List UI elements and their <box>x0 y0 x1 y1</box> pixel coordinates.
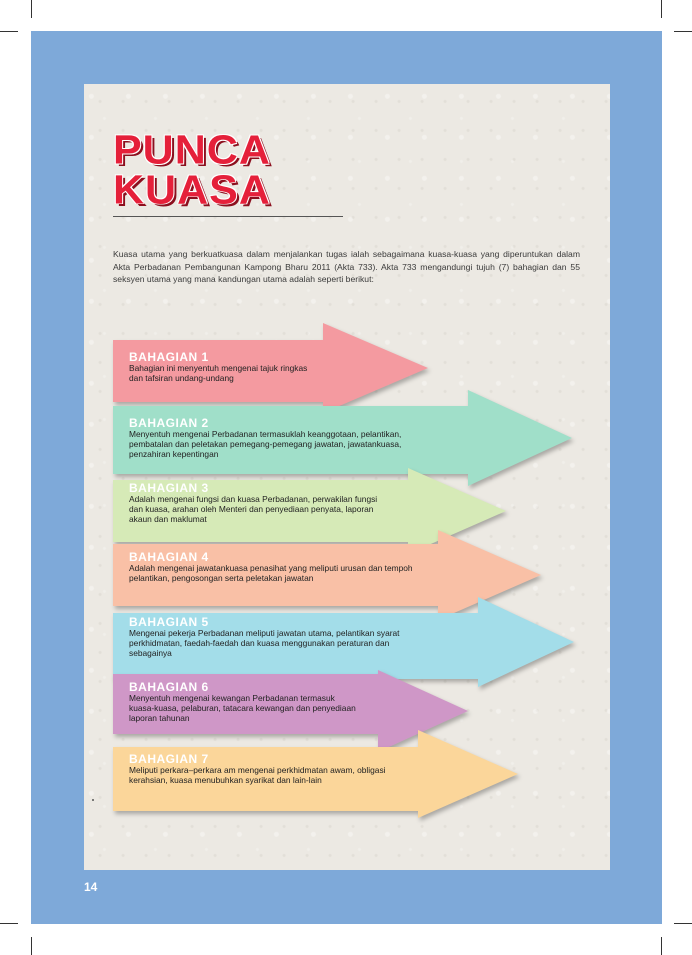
section-heading: BAHAGIAN 2 <box>129 416 209 430</box>
section-text <box>129 350 307 384</box>
crop-mark <box>0 31 18 32</box>
section-description-line: pembatalan dan peletakan pemegang-pemegang jawatan, jawatankuasa, <box>129 438 402 449</box>
section-description-line: Adalah mengenai fungsi dan kuasa Perbadanan, perwakilan fungsi <box>129 494 378 504</box>
section-heading: BAHAGIAN 1 <box>129 350 209 364</box>
section-description-line: kerahsian, kuasa menubuhkan syarikat dan lain-lain <box>129 774 322 785</box>
crop-mark <box>31 0 32 18</box>
section-heading: BAHAGIAN 5 <box>129 615 209 629</box>
section-description-line: sebagainya <box>129 647 172 658</box>
section-description-line: penzahiran kepentingan <box>129 448 219 459</box>
section-description-line: dan kuasa, arahan oleh Menteri dan penyediaan penyata, laporan <box>129 503 374 514</box>
paper-speck <box>92 799 94 801</box>
crop-mark <box>0 923 18 924</box>
crop-mark <box>661 0 662 18</box>
page-title <box>113 127 271 213</box>
section-text <box>129 615 400 658</box>
section-description-line: dan tafsiran undang-undang <box>129 372 234 383</box>
section-description-line: Menyentuh mengenai Perbadanan termasuklah keanggotaan, pelantikan, <box>129 429 402 439</box>
title-line-2: KUASA <box>113 167 271 213</box>
section-heading: BAHAGIAN 7 <box>129 752 209 766</box>
title-underline <box>113 216 343 217</box>
crop-mark <box>661 937 662 955</box>
section-description-line: Bahagian ini menyentuh mengenai tajuk ringkas <box>129 363 308 373</box>
section-text <box>129 416 401 459</box>
section-description-line: akaun dan maklumat <box>129 513 207 524</box>
section-description-line: Adalah mengenai jawatankuasa penasihat yang meliputi urusan dan tempoh <box>129 563 413 573</box>
section-text <box>129 550 413 584</box>
section-text <box>129 481 377 524</box>
section-description-line: Mengenai pekerja Perbadanan meliputi jawatan utama, pelantikan syarat <box>129 628 400 638</box>
section-description-line: perkhidmatan, faedah-faedah dan kuasa menggunakan peraturan dan <box>129 637 390 648</box>
section-heading: BAHAGIAN 6 <box>129 680 209 694</box>
section-description-line: Meliputi perkara–perkara am mengenai perkhidmatan awam, obligasi <box>129 765 386 775</box>
section-description-line: Menyentuh mengenai kewangan Perbadanan termasuk <box>129 693 335 703</box>
section-description-line: laporan tahunan <box>129 712 190 723</box>
section-text <box>129 680 356 723</box>
section-arrow-7 <box>113 730 518 818</box>
crop-mark <box>31 937 32 955</box>
crop-mark <box>674 31 692 32</box>
page-number: 14 <box>84 880 98 894</box>
section-heading: BAHAGIAN 4 <box>129 550 209 564</box>
crop-mark <box>674 923 692 924</box>
intro-paragraph: Kuasa utama yang berkuatkuasa dalam menjalankan tugas ialah sebagaimana kuasa-kuasa yang diperuntukan dalam Akta Perbadanan Pembangunan Kampong Bharu 2011 (Akta 733). Akta 733 mengandungi tujuh (7) bahagian dan 55 seksyen utama yang mana kandungan utama adalah seperti berikut: <box>113 249 580 285</box>
title-line-1: PUNCA <box>113 127 271 173</box>
section-text <box>129 752 386 786</box>
section-heading: BAHAGIAN 3 <box>129 481 209 495</box>
section-description-line: pelantikan, pengosongan serta peletakan jawatan <box>129 572 314 583</box>
section-description-line: kuasa-kuasa, pelaburan, tatacara kewangan dan penyediaan <box>129 702 356 713</box>
